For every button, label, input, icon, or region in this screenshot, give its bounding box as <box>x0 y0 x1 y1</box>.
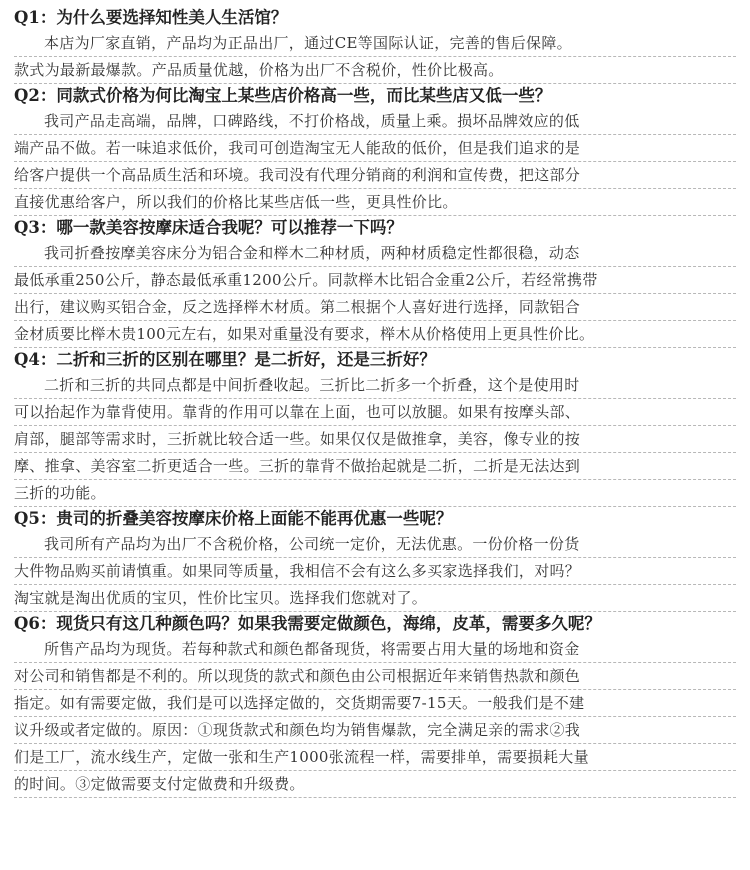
faq-answer-line: 金材质要比榉木贵100元左右，如果对重量没有要求，榉木从价格使用上更具性价比。 <box>14 321 736 348</box>
faq-answer-line: 的时间。③定做需要支付定做费和升级费。 <box>14 771 736 798</box>
faq-answer-line: 直接优惠给客户，所以我们的价格比某些店低一些，更具性价比。 <box>14 189 736 216</box>
faq-answer-line: 议升级或者定做的。原因：①现货款式和颜色均为销售爆款，完全满足亲的需求②我 <box>14 717 736 744</box>
faq-answer-line: 我司所有产品均为出厂不含税价格，公司统一定价，无法优惠。一份价格一份货 <box>14 531 736 558</box>
faq-item-q4 <box>14 348 736 507</box>
faq-item-q5 <box>14 507 736 612</box>
faq-list <box>14 6 736 798</box>
faq-answer-line: 给客户提供一个高品质生活和环境。我司没有代理分销商的利润和宣传费，把这部分 <box>14 162 736 189</box>
faq-item-q2 <box>14 84 736 216</box>
faq-question: Q3：哪一款美容按摩床适合我呢？可以推荐一下吗？ <box>14 218 403 237</box>
faq-answer-line: 对公司和销售都是不利的。所以现货的款式和颜色由公司根据近年来销售热款和颜色 <box>14 663 736 690</box>
faq-answer-line: 肩部，腿部等需求时，三折就比较合适一些。如果仅仅是做推拿，美容，像专业的按 <box>14 426 736 453</box>
faq-answer-line: 大件物品购买前请慎重。如果同等质量，我相信不会有这么多买家选择我们，对吗？ <box>14 558 736 585</box>
faq-question: Q6：现货只有这几种颜色吗？如果我需要定做颜色，海绵，皮革，需要多久呢？ <box>14 614 601 633</box>
faq-answer-line: 三折的功能。 <box>14 480 736 507</box>
faq-answer-line: 二折和三折的共同点都是中间折叠收起。三折比二折多一个折叠，这个是使用时 <box>14 372 736 399</box>
faq-item-q6 <box>14 612 736 798</box>
faq-answer-line: 款式为最新最爆款。产品质量优越，价格为出厂不含税价，性价比极高。 <box>14 57 736 84</box>
faq-answer-line: 我司折叠按摩美容床分为铝合金和榉木二种材质，两种材质稳定性都很稳，动态 <box>14 240 736 267</box>
faq-answer-line: 所售产品均为现货。若每种款式和颜色都备现货，将需要占用大量的场地和资金 <box>14 636 736 663</box>
faq-answer-line: 可以抬起作为靠背使用。靠背的作用可以靠在上面，也可以放腿。如果有按摩头部、 <box>14 399 736 426</box>
faq-answer-line: 本店为厂家直销，产品均为正品出厂，通过CE等国际认证，完善的售后保障。 <box>14 30 736 57</box>
faq-answer-line: 淘宝就是淘出优质的宝贝，性价比宝贝。选择我们您就对了。 <box>14 585 736 612</box>
faq-answer-line: 最低承重250公斤，静态最低承重1200公斤。同款榉木比铝合金重2公斤，若经常携带 <box>14 267 736 294</box>
faq-question: Q5：贵司的折叠美容按摩床价格上面能不能再优惠一些呢？ <box>14 509 453 528</box>
faq-item-q3 <box>14 216 736 348</box>
faq-question: Q1：为什么要选择知性美人生活馆？ <box>14 8 288 27</box>
faq-question: Q4：二折和三折的区别在哪里？是二折好，还是三折好？ <box>14 350 436 369</box>
faq-answer-line: 出行，建议购买铝合金，反之选择榉木材质。第二根据个人喜好进行选择，同款铝合 <box>14 294 736 321</box>
faq-question: Q2：同款式价格为何比淘宝上某些店价格高一些，而比某些店又低一些？ <box>14 86 552 105</box>
faq-item-q1 <box>14 6 736 84</box>
faq-answer-line: 指定。如有需要定做，我们是可以选择定做的，交货期需要7-15天。一般我们是不建 <box>14 690 736 717</box>
faq-answer-line: 们是工厂，流水线生产，定做一张和生产1000张流程一样，需要排单，需要损耗大量 <box>14 744 736 771</box>
faq-answer-line: 我司产品走高端，品牌，口碑路线，不打价格战，质量上乘。损坏品牌效应的低 <box>14 108 736 135</box>
faq-answer-line: 摩、推拿、美容室二折更适合一些。三折的靠背不做抬起就是二折，二折是无法达到 <box>14 453 736 480</box>
faq-answer-line: 端产品不做。若一味追求低价，我司可创造淘宝无人能敌的低价，但是我们追求的是 <box>14 135 736 162</box>
